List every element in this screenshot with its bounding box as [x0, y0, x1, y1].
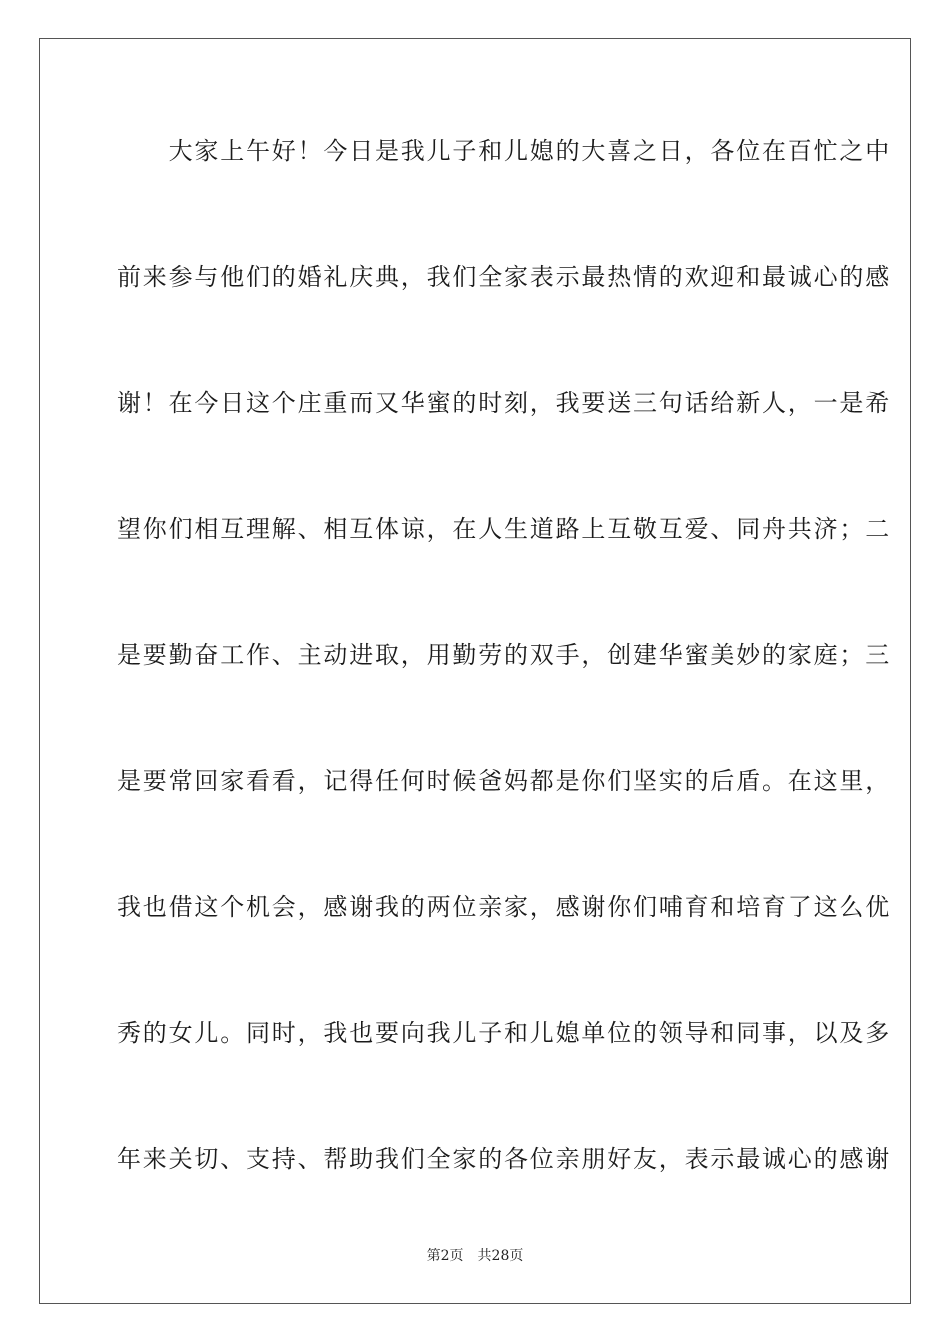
text-line-4: 望你们相互理解、相互体谅，在人生道路上互敬互爱、同舟共济；二 [117, 515, 891, 543]
text-line-2: 前来参与他们的婚礼庆典，我们全家表示最热情的欢迎和最诚心的感 [117, 263, 891, 291]
total-page-count: 共28页 [477, 1248, 524, 1264]
text-line-7: 我也借这个机会，感谢我的两位亲家，感谢你们哺育和培育了这么优 [117, 893, 891, 921]
document-body [117, 122, 891, 1256]
text-line-6: 是要常回家看看，记得任何时候爸妈都是你们坚实的后盾。在这里， [117, 767, 891, 795]
current-page-number: 第2页 [426, 1248, 464, 1264]
text-line-3: 谢！在今日这个庄重而又华蜜的时刻，我要送三句话给新人，一是希 [117, 389, 891, 417]
text-line-1: 大家上午好！今日是我儿子和儿媳的大喜之日，各位在百忙之中 [117, 137, 891, 165]
text-line-8: 秀的女儿。同时，我也要向我儿子和儿媳单位的领导和同事，以及多 [117, 1019, 891, 1047]
page-footer [0, 1246, 950, 1266]
text-line-9: 年来关切、支持、帮助我们全家的各位亲朋好友，表示最诚心的感谢 [117, 1145, 891, 1173]
text-line-5: 是要勤奋工作、主动进取，用勤劳的双手，创建华蜜美妙的家庭；三 [117, 641, 891, 669]
